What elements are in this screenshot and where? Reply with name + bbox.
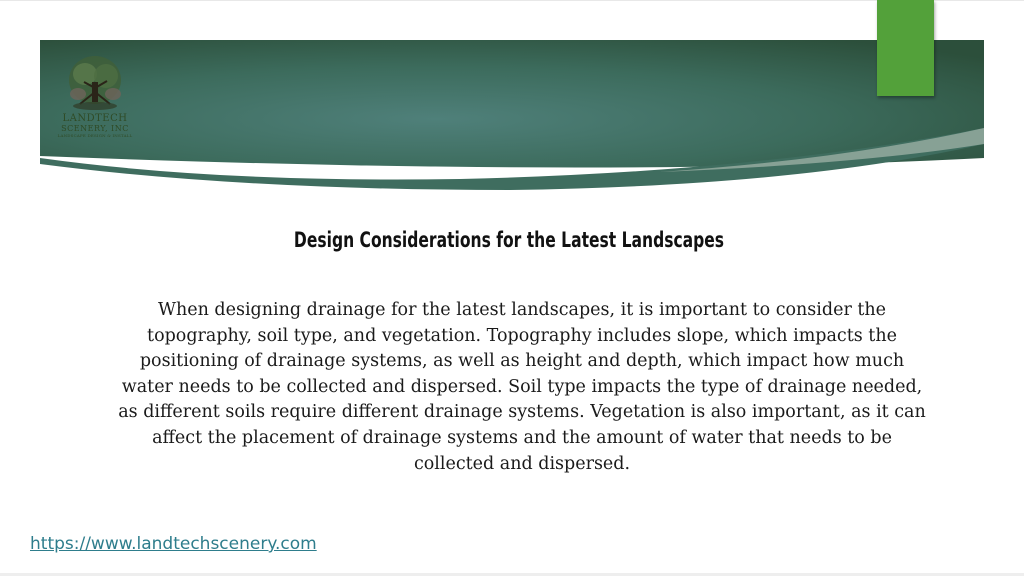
header-banner [40,40,984,190]
company-logo [52,52,138,148]
tree-icon [52,52,138,114]
logo-line-3: LANDSCAPE DESIGN & INSTALL [57,133,133,138]
top-divider [0,0,1024,1]
website-link[interactable]: https://www.landtechscenery.com [30,534,317,554]
logo-line-2: SCENERY, INC [61,124,129,133]
logo-line-1: LANDTECH [62,113,128,124]
slide-body: When designing drainage for the latest landscapes, it is important to consider the topography, soil type, and vegetation. Topography includes slope, which impacts the positioning of drainage systems, as well as height and depth, which impact how much water needs to be collected and dispersed. Soil type impacts the type of drainage needed, as different soils require different drainage systems. Vegetation is also important, as it can affect the placement of drainage systems and the amount of water that needs to be collected and dispersed. [118,300,926,474]
accent-tab [877,0,934,96]
slide-title: Design Considerations for the Latest Landscapes [293,228,725,252]
